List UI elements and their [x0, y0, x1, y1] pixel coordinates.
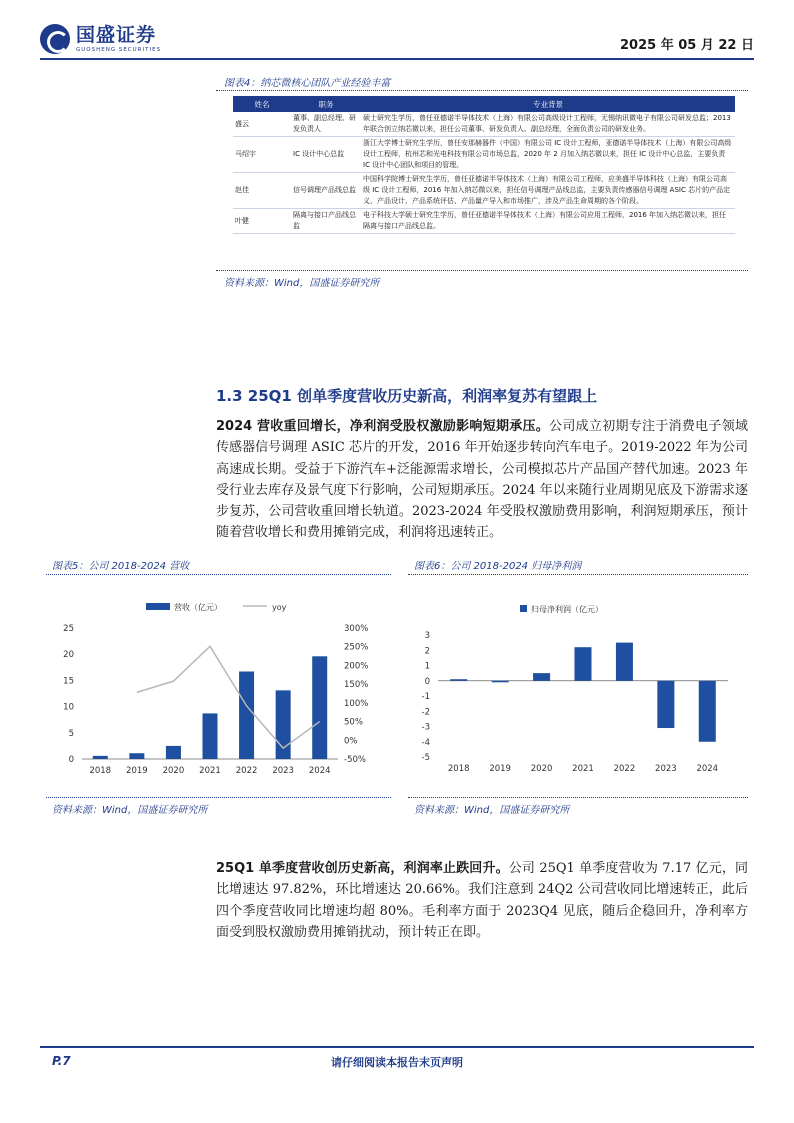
paragraph-lead: 25Q1 单季度营收创历史新高，利润率止跌回升。 — [216, 861, 509, 876]
x-tick-label: 2019 — [126, 766, 148, 776]
y-tick-label: 1 — [424, 661, 430, 672]
member-background: 浙江大学博士研究生学历，曾任安那赫器件（中国）有限公司 IC 设计工程师，亚德诺半导体技术（上海）有限公司高级设计工程师，杭州芯和光电科技有限公司市场总监，2020 年 2 月加入纳芯微以来，担任 IC 设计中心总监，主要负责 IC 设计中心团队和项目的管理。 — [361, 137, 735, 173]
profit-bar — [657, 681, 674, 728]
y2-tick-label: 300% — [344, 624, 369, 634]
member-role: 隔离与接口产品线总监 — [291, 209, 361, 234]
y2-tick-label: 0% — [344, 736, 358, 747]
legend-label-yoy: yoy — [272, 603, 287, 612]
member-name: 盛云 — [233, 112, 291, 137]
member-background: 中国科学院博士研究生学历，曾任亚德诺半导体技术（上海）有限公司工程师，应美盛半导体科技（上海）有限公司高级 IC 设计工程师，2016 年加入纳芯微以来，担任信号调理产品线总监，主要负责传感器信号调理 ASIC 芯片的产品定义、产品设计、产品系统评估、产品量产导入和市场推广，涉及产品生命周期的各个阶段。 — [361, 173, 735, 209]
figure6-title: 图表6：公司 2018-2024 归母净利润 — [414, 561, 582, 572]
logo-name: 国盛证券 — [76, 24, 157, 46]
figure5-source-divider — [46, 797, 391, 798]
legend-swatch-profit — [520, 605, 527, 612]
paragraph-revenue-history — [216, 416, 748, 544]
member-name: 马绍宇 — [233, 137, 291, 173]
table-row — [233, 173, 735, 209]
member-role: 信号调理产品线总监 — [291, 173, 361, 209]
x-tick-label: 2019 — [489, 764, 511, 774]
disclaimer-note: 请仔细阅读本报告末页声明 — [331, 1056, 463, 1069]
y-tick-label: -2 — [421, 707, 430, 718]
page-header — [40, 20, 754, 60]
y-tick-label: 25 — [63, 624, 74, 634]
page-footer — [40, 1046, 754, 1076]
legend-label-profit: 归母净利润（亿元） — [531, 605, 603, 614]
x-tick-label: 2024 — [696, 764, 719, 774]
y-tick-label: -4 — [421, 737, 430, 748]
figure4-title-divider — [216, 90, 748, 91]
figure6-source: 资料来源：Wind，国盛证券研究所 — [414, 805, 570, 816]
y-tick-label: -3 — [421, 722, 430, 733]
x-tick-label: 2023 — [272, 766, 294, 776]
member-name: 叶健 — [233, 209, 291, 234]
paragraph-body: 公司成立初期专注于消费电子领域传感器信号调理 ASIC 芯片的开发，2016 年开始逐步转向汽车电子。2019-2022 年为公司高速成长期。受益于下游汽车+泛能源需求增长，公司模拟芯片产品国产替代加速。2023 年受行业去库存及景气度下行影响，公司短期承压。2024 年以来随行业周期见底及下游需求逐步复苏，公司营收重回增长轨道。2023-2024 年受股权激励费用影响，利润短期承压，预计随着营收增长和费用摊销完成，利润将迅速转正。 — [216, 419, 748, 541]
profit-chart-svg — [408, 580, 748, 785]
figure5-title-divider — [46, 574, 391, 575]
x-tick-label: 2023 — [655, 764, 677, 774]
company-logo — [40, 20, 161, 58]
y-tick-label: -5 — [421, 753, 430, 763]
team-table-header — [233, 96, 735, 112]
logo-mark-icon — [40, 24, 70, 54]
profit-bar — [533, 673, 550, 681]
figure6-source-divider — [408, 797, 748, 798]
member-name: 赵佳 — [233, 173, 291, 209]
y-tick-label: 0 — [424, 676, 430, 687]
figure5-title: 图表5：公司 2018-2024 营收 — [52, 561, 190, 572]
revenue-bar — [239, 671, 254, 759]
member-role: 董事、副总经理、研发负责人 — [291, 112, 361, 137]
y-tick-label: 3 — [424, 631, 430, 641]
y-tick-label: 20 — [63, 650, 74, 661]
y-tick-label: 0 — [68, 755, 74, 765]
y-tick-label: 5 — [68, 728, 74, 739]
profit-bar — [450, 679, 467, 681]
profit-bar — [492, 681, 509, 683]
y2-tick-label: -50% — [344, 755, 366, 765]
profit-bar — [699, 681, 716, 742]
figure4-source-divider — [216, 270, 748, 271]
page-number: P.7 — [52, 1054, 71, 1068]
y2-tick-label: 100% — [344, 698, 369, 709]
x-tick-label: 2024 — [308, 766, 331, 776]
revenue-bar — [312, 656, 327, 759]
revenue-bar — [93, 756, 108, 759]
figure4-source: 资料来源：Wind，国盛证券研究所 — [224, 278, 380, 289]
table-row — [233, 112, 735, 137]
x-tick-label: 2022 — [235, 766, 258, 776]
y2-tick-label: 150% — [344, 680, 369, 691]
x-tick-label: 2021 — [199, 766, 221, 776]
team-table — [233, 96, 735, 234]
col-name: 姓名 — [233, 96, 291, 112]
legend-label-revenue: 营收（亿元） — [174, 603, 222, 612]
x-tick-label: 2020 — [162, 766, 185, 776]
revenue-bar — [203, 713, 218, 759]
y-tick-label: 2 — [424, 646, 430, 657]
y2-tick-label: 250% — [344, 642, 369, 653]
paragraph-body: 公司 25Q1 单季度营收为 7.17 亿元，同比增速达 97.82%，环比增速达 20.66%。我们注意到 24Q2 公司营收同比增速转正，此后四个季度营收同比增速均超 80%。毛利率方面于 2023Q4 见底，随后企稳回升，净利率方面受到股权激励费用摊销扰动，预计转正在即。 — [216, 861, 748, 940]
profit-chart — [408, 580, 748, 785]
y-tick-label: -1 — [421, 692, 430, 702]
x-tick-label: 2020 — [530, 764, 553, 774]
figure6-title-divider — [408, 574, 748, 575]
figure4-title: 图表4：纳芯微核心团队产业经验丰富 — [224, 78, 391, 89]
member-role: IC 设计中心总监 — [291, 137, 361, 173]
revenue-chart — [46, 580, 391, 785]
legend-swatch-revenue — [146, 603, 170, 610]
member-background: 电子科技大学硕士研究生学历，曾任亚德诺半导体技术（上海）有限公司应用工程师，2016 年加入纳芯微以来，担任隔离与接口产品线总监。 — [361, 209, 735, 234]
section-heading: 1.3 25Q1 创单季度营收历史新高，利润率复苏有望跟上 — [216, 387, 598, 405]
yoy-line — [137, 646, 320, 748]
logo-english: GUOSHENG SECURITIES — [76, 47, 162, 53]
y2-tick-label: 200% — [344, 661, 369, 672]
revenue-bar — [166, 746, 181, 759]
paragraph-q1-record — [216, 858, 748, 943]
profit-bar — [616, 643, 633, 681]
x-tick-label: 2018 — [89, 766, 112, 776]
x-tick-label: 2022 — [613, 764, 636, 774]
figure5-source: 资料来源：Wind，国盛证券研究所 — [52, 805, 208, 816]
col-role: 职务 — [291, 96, 361, 112]
y2-tick-label: 50% — [344, 717, 363, 728]
table-row — [233, 209, 735, 234]
member-background: 硕士研究生学历，曾任亚德诺半导体技术（上海）有限公司高级设计工程师，无锡纳讯微电子有限公司研发总监；2013 年联合创立纳芯微以来，担任公司董事、研发负责人、副总经理，全面负责公司的研发业务。 — [361, 112, 735, 137]
y-tick-label: 10 — [63, 702, 74, 713]
y-tick-label: 15 — [63, 676, 74, 687]
profit-bar — [575, 647, 592, 681]
paragraph-lead: 2024 营收重回增长，净利润受股权激励影响短期承压。 — [216, 419, 550, 434]
revenue-bar — [129, 753, 144, 759]
col-background: 专业背景 — [361, 96, 735, 112]
x-tick-label: 2021 — [572, 764, 594, 774]
report-date: 2025 年 05 月 22 日 — [620, 38, 754, 53]
table-row — [233, 137, 735, 173]
revenue-chart-svg — [46, 580, 391, 785]
x-tick-label: 2018 — [447, 764, 470, 774]
